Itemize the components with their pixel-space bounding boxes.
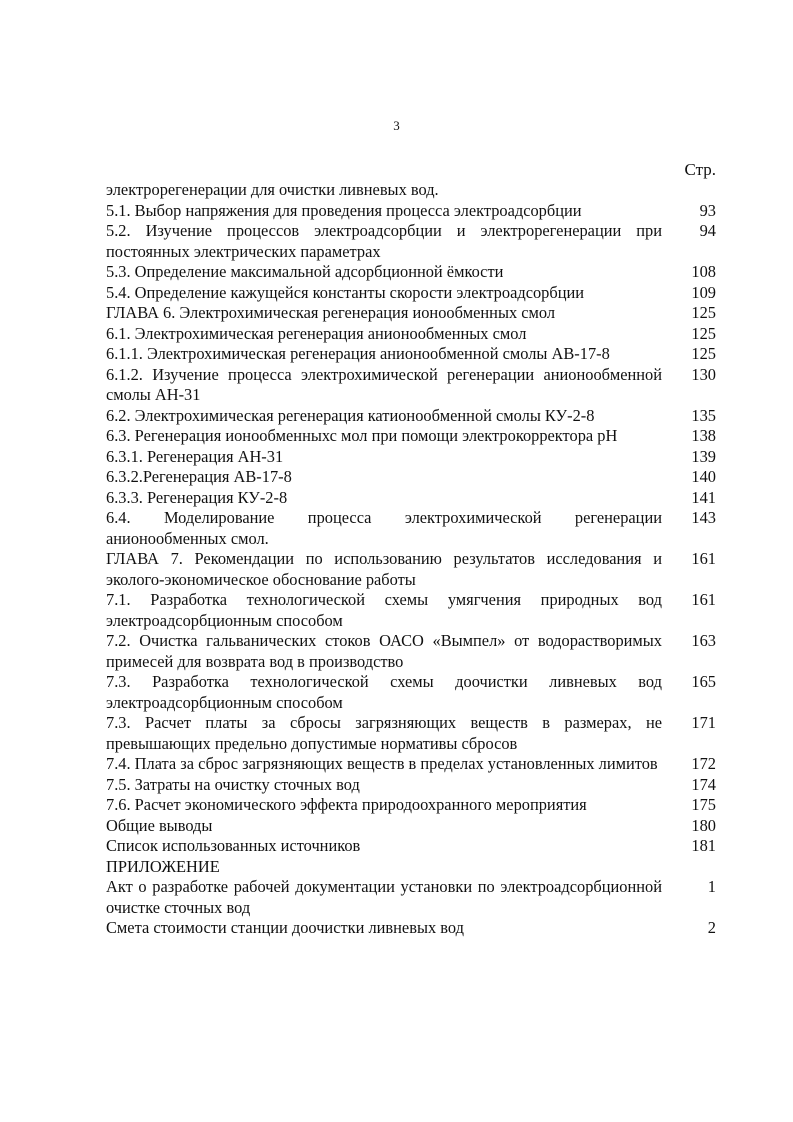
toc-entry-title: Смета стоимости станции доочистки ливневых вод	[106, 918, 464, 937]
toc-entry	[106, 303, 716, 324]
toc-entry-title: Общие выводы	[106, 815, 213, 835]
toc-entry-page: 94	[699, 221, 716, 240]
toc-entry-page: 180	[691, 815, 716, 835]
toc-entry-title: 7.6. Расчет экономического эффекта природоохранного мероприятия	[106, 795, 587, 814]
toc-entry-page: 135	[691, 405, 716, 425]
toc-entry	[106, 201, 716, 222]
toc-page-column-header: Стр.	[684, 160, 716, 179]
toc-entry-title: 7.3. Расчет платы за сбросы загрязняющих веществ в размерах, не превышающих предельно допустимые нормативы сбросов	[106, 713, 662, 753]
toc-entry-title: 7.4. Плата за сброс загрязняющих веществ в пределах установленных лимитов	[106, 754, 658, 773]
toc-entry-page: 171	[691, 713, 716, 732]
toc-entry-page: 125	[691, 323, 716, 343]
toc-entry	[106, 590, 716, 631]
toc-entry-title: 5.1. Выбор напряжения для проведения процесса электроадсорбции	[106, 200, 582, 220]
toc-entry-page: 143	[691, 508, 716, 527]
toc-entry-title: Акт о разработке рабочей документации установки по электроадсорбционной очистке сточных вод	[106, 877, 662, 917]
toc-entry-page: 140	[691, 467, 716, 486]
table-of-contents	[106, 180, 716, 939]
toc-entry	[106, 406, 716, 427]
toc-entry-page: 161	[691, 549, 716, 568]
toc-entry	[106, 775, 716, 796]
toc-entry	[106, 283, 716, 304]
toc-entry-appendix-heading	[106, 857, 716, 878]
toc-entry-page: 165	[691, 672, 716, 691]
toc-entry-title: Список использованных источников	[106, 836, 361, 855]
toc-entry-title: 5.2. Изучение процессов электроадсорбции и электрорегенерации при постоянных электрических параметрах	[106, 221, 662, 261]
toc-entry	[106, 631, 716, 672]
toc-entry-title: 6.3.1. Регенерация АН-31	[106, 446, 284, 466]
toc-entry-title: 6.2. Электрохимическая регенерация катионообменной смолы КУ-2-8	[106, 405, 595, 425]
toc-entry-title: 7.5. Затраты на очистку сточных вод	[106, 774, 360, 794]
toc-entry-title: 6.3.3. Регенерация КУ-2-8	[106, 487, 288, 507]
toc-entry-title: 6.3.2.Регенерация АВ-17-8	[106, 467, 292, 486]
toc-entry-title: электрорегенерации для очистки ливневых вод.	[106, 180, 439, 199]
toc-entry-page: 141	[691, 487, 716, 507]
toc-entry	[106, 221, 716, 262]
toc-entry-page: 130	[691, 364, 716, 384]
toc-entry-title: 5.4. Определение кажущейся константы скорости электроадсорбции	[106, 282, 585, 302]
toc-entry-title: 7.1. Разработка технологической схемы умягчения природных вод электроадсорбционным способом	[106, 590, 662, 630]
toc-entry-page: 175	[691, 795, 716, 814]
toc-entry-page: 125	[691, 303, 716, 322]
toc-entry-page: 174	[691, 774, 716, 794]
toc-entry-title: 5.3. Определение максимальной адсорбционной ёмкости	[106, 262, 504, 281]
toc-entry	[106, 262, 716, 283]
toc-entry-title: ГЛАВА 7. Рекомендации по использованию результатов исследования и эколого-экономическое обоснование работы	[106, 549, 662, 589]
toc-entry	[106, 324, 716, 345]
page-number: 3	[393, 118, 400, 133]
toc-entry	[106, 549, 716, 590]
toc-entry-page: 172	[691, 754, 716, 773]
toc-entry	[106, 918, 716, 939]
toc-entry-title: 6.1.2. Изучение процесса электрохимической регенерации анионообменной смолы АН-31	[106, 364, 662, 404]
toc-entry	[106, 508, 716, 549]
toc-entry	[106, 344, 716, 365]
toc-entry-title: 7.3. Разработка технологической схемы доочистки ливневых вод электроадсорбционным способом	[106, 672, 662, 712]
toc-entry-page: 109	[691, 282, 716, 302]
toc-entry	[106, 836, 716, 857]
toc-entry	[106, 877, 716, 918]
toc-entry	[106, 467, 716, 488]
toc-entry	[106, 672, 716, 713]
toc-entry-title: 7.2. Очистка гальванических стоков ОАСО «Вымпел» от водорастворимых примесей для возврата вод в производство	[106, 631, 662, 671]
toc-entry-page: 163	[691, 631, 716, 650]
toc-entry-title: ГЛАВА 6. Электрохимическая регенерация ионообменных смол	[106, 303, 556, 322]
toc-entry-page: 1	[707, 877, 716, 896]
toc-entry-page: 181	[691, 836, 716, 855]
toc-entry-page: 108	[691, 262, 716, 281]
toc-entry	[106, 713, 716, 754]
toc-entry	[106, 180, 716, 201]
toc-entry-title: 6.1. Электрохимическая регенерация анионообменных смол	[106, 323, 527, 343]
toc-entry-title: 6.4. Моделирование процесса электрохимической регенерации анионообменных смол.	[106, 508, 662, 548]
toc-entry	[106, 488, 716, 509]
toc-entry	[106, 795, 716, 816]
toc-entry-page: 161	[691, 590, 716, 609]
toc-entry	[106, 426, 716, 447]
toc-entry	[106, 816, 716, 837]
toc-entry	[106, 754, 716, 775]
toc-entry	[106, 447, 716, 468]
toc-entry-page: 93	[699, 200, 716, 220]
toc-entry-page: 125	[691, 344, 716, 363]
toc-entry-page: 138	[691, 426, 716, 445]
toc-entry	[106, 365, 716, 406]
toc-entry-page: 2	[707, 918, 716, 937]
toc-entry-title: 6.3. Регенерация ионообменныхс мол при помощи электрокорректора рН	[106, 426, 618, 445]
toc-entry-page: 139	[691, 446, 716, 466]
toc-entry-title: ПРИЛОЖЕНИЕ	[106, 856, 220, 876]
toc-entry-title: 6.1.1. Электрохимическая регенерация анионообменной смолы АВ-17-8	[106, 344, 610, 363]
